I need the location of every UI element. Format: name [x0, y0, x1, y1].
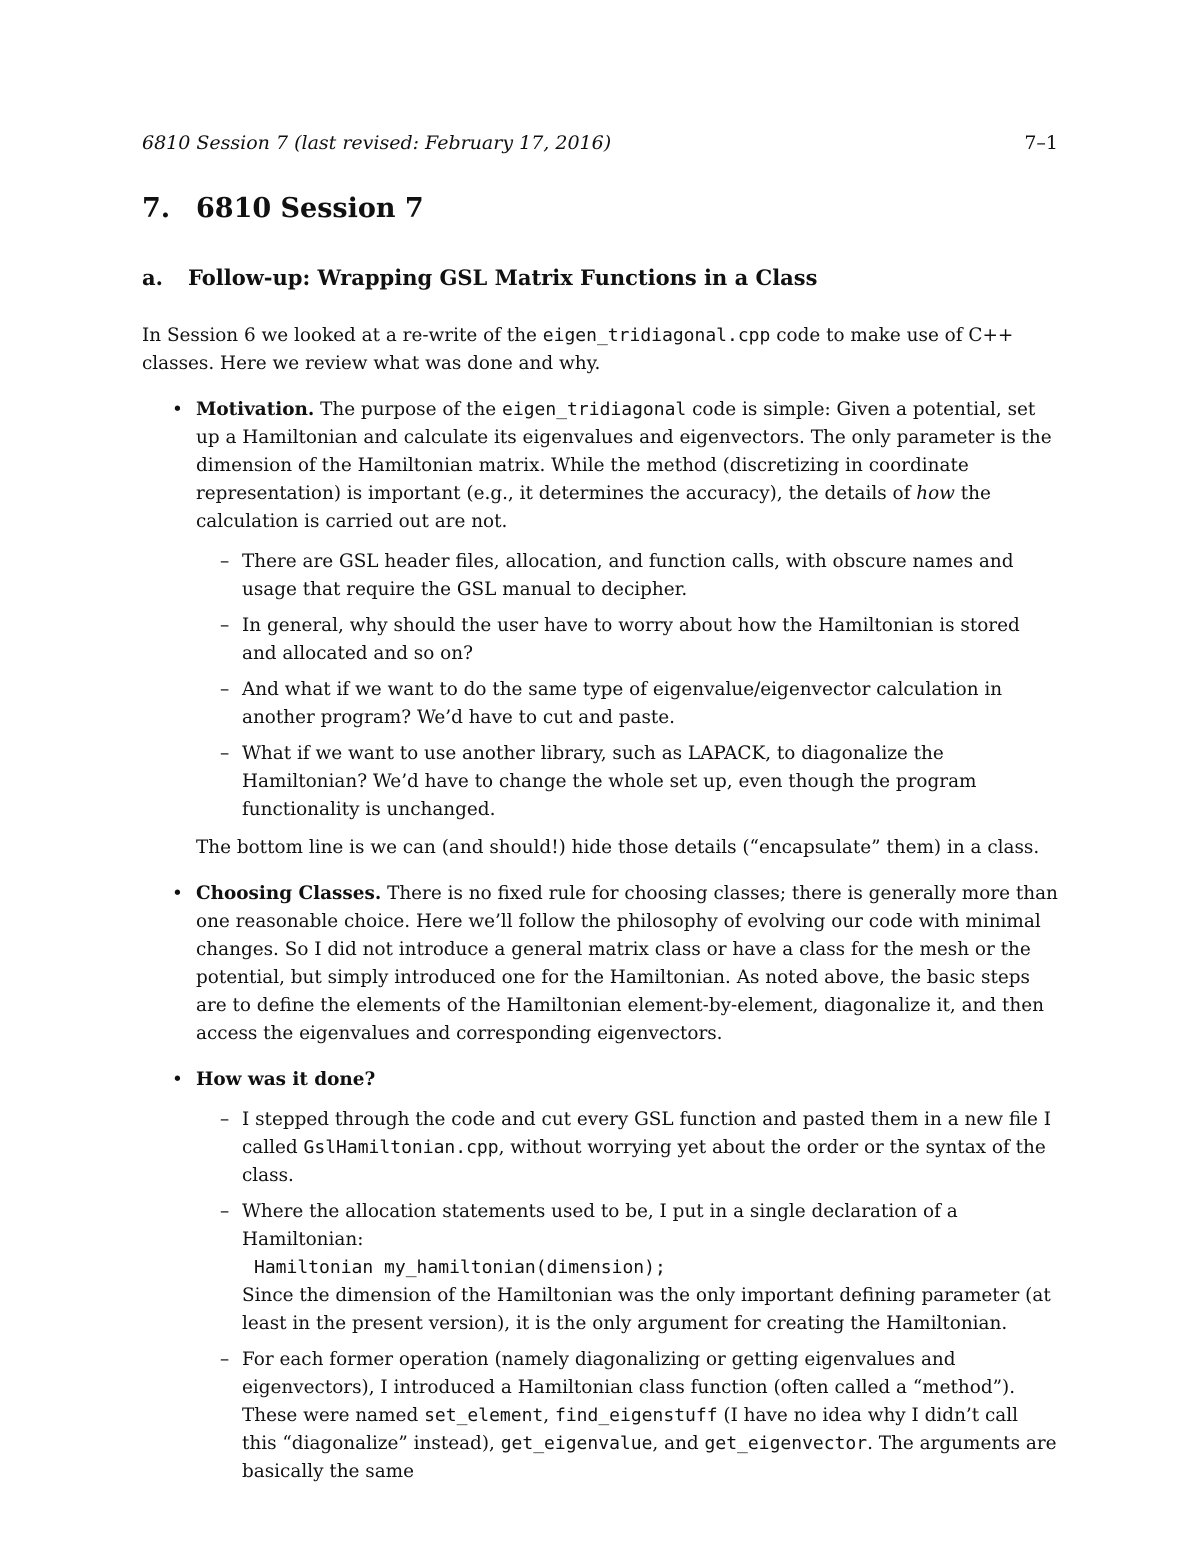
inline-code: eigen_tridiagonal: [502, 399, 687, 420]
bottom-line: The bottom line is we can (and should!) hide those details (“encapsulate” them) in a class.: [196, 837, 1040, 858]
item-text: (I have no idea why I didn’t call this “diagonalize” instead),: [242, 1405, 1019, 1454]
subsection-label: a.: [142, 265, 163, 290]
item-text: Where the allocation statements used to be, I put in a single declaration of a Hamiltonian:: [242, 1201, 958, 1250]
motivation-text-2: code is simple: Given a potential, set up a Hamiltonian and calculate its eigenvalues and eigenvectors. The only parameter is the dimension of the Hamiltonian matrix. While the method (discretizing in coordinate representation) is important (e.g., it determines the accuracy), the details of: [196, 399, 1052, 504]
subsection-heading: [142, 265, 817, 290]
section-title-text: 6810 Session 7: [196, 193, 424, 224]
dash-item: [196, 1346, 1058, 1486]
inline-code: get_eigenvalue: [500, 1433, 653, 1454]
motivation-paragraph: [196, 396, 1058, 536]
how-lead: • How was it done?: [196, 1069, 376, 1090]
page-number: 7–1: [1024, 132, 1058, 154]
inline-code: find_eigenstuff: [554, 1405, 718, 1426]
subsection-title-text: Follow-up: Wrapping GSL Matrix Functions in a Class: [188, 265, 818, 290]
running-title: 6810 Session 7 (last revised: February 17, 2016): [142, 132, 612, 154]
emphasis: how: [916, 483, 955, 504]
bullet-how-done: [142, 1066, 1058, 1486]
bullet-motivation: [142, 396, 1058, 862]
item-text: Since the dimension of the Hamiltonian was the only important defining parameter (at least in the present version), it is the only argument for creating the Hamiltonian.: [242, 1285, 1051, 1334]
inline-code: get_eigenvector: [704, 1433, 868, 1454]
item-text: ,: [543, 1405, 555, 1426]
bullet-choosing-classes: [142, 880, 1058, 1048]
choosing-text: There is no fixed rule for choosing classes; there is generally more than one reasonable choice. Here we’ll follow the philosophy of evolving our code with minimal changes. So I did not introduce a general matrix class or have a class for the mesh or the potential, but simply introduced one for the Hamiltonian. As noted above, the basic steps are to define the elements of the Hamiltonian element-by-element, diagonalize it, and then access the eigenvalues and corresponding eigenvectors.: [196, 883, 1058, 1044]
item-text: , and: [652, 1433, 705, 1454]
dash-item: – There are GSL header files, allocation, and function calls, with obscure names and usage that require the GSL manual to decipher.: [196, 548, 1058, 604]
inline-code: GslHamiltonian.cpp: [303, 1137, 499, 1158]
intro-text-2: code to make use of C++ classes. Here we review what was done and why.: [142, 325, 1014, 374]
session-title: [142, 193, 424, 224]
motivation-text-3: the calculation is carried out are not.: [196, 483, 991, 532]
body-content: [142, 322, 1058, 1504]
item-text: For each former operation (namely diagonalizing or getting eigenvalues and eigenvectors), I introduced a Hamiltonian class function (often called a “method”). These were named: [242, 1349, 1016, 1426]
dash-item: [196, 1198, 1058, 1338]
code-line: Hamiltonian my_hamiltonian(dimension);: [254, 1257, 666, 1278]
motivation-lead: Motivation.: [196, 399, 315, 420]
dash-item: [196, 1106, 1058, 1190]
dash-item: – And what if we want to do the same type of eigenvalue/eigenvector calculation in another program? We’d have to cut and paste.: [196, 676, 1058, 732]
inline-code: eigen_tridiagonal.cpp: [542, 325, 771, 346]
intro-paragraph: [142, 322, 1058, 378]
inline-code: set_element: [424, 1405, 544, 1426]
running-header: [142, 132, 1058, 154]
choosing-paragraph: [196, 880, 1058, 1048]
item-text: , without worrying yet about the order or the syntax of the class.: [242, 1137, 1046, 1186]
main-bullet-list: [142, 396, 1058, 1486]
motivation-sublist: [196, 548, 1058, 824]
item-text: . The arguments are basically the same: [242, 1433, 1057, 1482]
choosing-lead: Choosing Classes.: [196, 883, 382, 904]
section-number: 7.: [142, 193, 171, 224]
dash-item: – What if we want to use another library, such as LAPACK, to diagonalize the Hamiltonian? We’d have to change the whole set up, even though the program functionality is unchanged.: [196, 740, 1058, 824]
motivation-text-1: The purpose of the: [314, 399, 503, 420]
intro-text-1: In Session 6 we looked at a re-write of the: [142, 325, 543, 346]
how-sublist: [196, 1106, 1058, 1486]
dash-item: – In general, why should the user have to worry about how the Hamiltonian is stored and allocated and so on?: [196, 612, 1058, 668]
item-text: I stepped through the code and cut every GSL function and pasted them in a new file I called: [242, 1109, 1052, 1158]
